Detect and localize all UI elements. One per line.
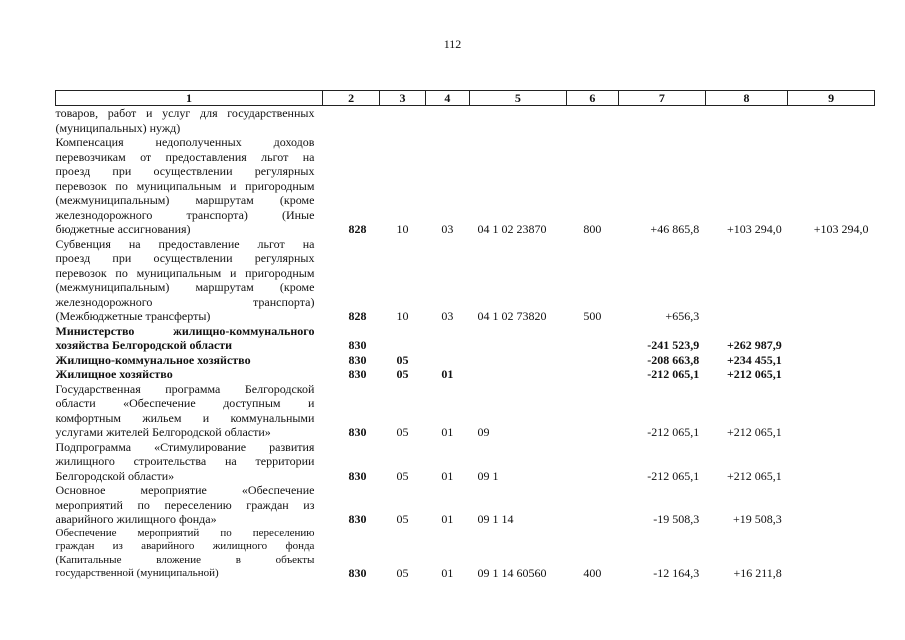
row-description — [56, 483, 323, 527]
description-line: граждан из аварийного жилищного фонда — [55, 540, 315, 552]
description-line: проезд при осуществлении регулярных — [55, 164, 315, 178]
table-row — [56, 440, 875, 484]
target-article-cell: 09 1 14 60560 — [477, 566, 547, 580]
amount-col9-cell — [788, 237, 875, 324]
expense-type-cell: 500 — [583, 309, 602, 323]
table-row — [56, 324, 875, 353]
row-description — [56, 367, 323, 382]
description-line: перевозок по муниципальным и пригородным — [55, 178, 315, 193]
ministry-code-cell: 830 — [348, 512, 367, 526]
row-description — [56, 324, 323, 353]
description-line: железнодорожного транспорта) (Иные — [55, 207, 315, 222]
subsection-code-cell: 01 — [441, 512, 454, 526]
target-article-cell — [470, 324, 567, 353]
amount-col8-cell: +234 455,1 — [726, 352, 782, 367]
description-line: перевозчикам от предоставления льгот на — [55, 149, 315, 164]
description-line: области «Обеспечение доступным и — [55, 396, 315, 410]
subsection-code-cell — [425, 106, 469, 136]
section-code-cell: 05 — [396, 512, 409, 526]
amount-col7-cell: -212 065,1 — [647, 367, 700, 381]
amount-col9-cell — [788, 440, 875, 484]
column-header-7: 7 — [619, 91, 706, 106]
description-line: мероприятий по переселению граждан из — [55, 497, 315, 512]
amount-col9-cell — [788, 353, 875, 368]
row-description — [56, 440, 323, 484]
description-line: Белгородской области» — [55, 468, 175, 483]
amount-col8-cell: +212 065,1 — [726, 367, 782, 381]
table-row — [56, 106, 875, 136]
amount-col9-cell — [788, 324, 875, 353]
amount-col7-cell: -208 663,8 — [647, 352, 700, 367]
expense-type-cell — [566, 324, 618, 353]
description-line: хозяйства Белгородской области — [55, 338, 233, 352]
subsection-code-cell: 01 — [441, 425, 454, 439]
description-line: (межмуниципальным) маршрутам (кроме — [55, 280, 315, 294]
table-body — [56, 106, 875, 581]
column-header-3: 3 — [380, 91, 425, 106]
expense-type-cell — [566, 382, 618, 440]
table-row — [56, 527, 875, 581]
expense-type-cell: 400 — [583, 566, 602, 580]
description-line: (межмуниципальным) маршрутам (кроме — [55, 193, 315, 207]
section-code-cell: 05 — [396, 425, 409, 439]
expense-type-cell — [566, 483, 618, 527]
target-article-cell — [470, 367, 567, 382]
column-header-4: 4 — [425, 91, 469, 106]
ministry-code-cell: 830 — [348, 352, 367, 367]
subsection-code-cell: 03 — [441, 309, 454, 323]
ministry-code-cell — [322, 106, 379, 136]
amount-col9-cell — [788, 382, 875, 440]
amount-col7-cell: -241 523,9 — [647, 338, 700, 352]
amount-col7-cell — [619, 106, 706, 136]
column-header-8: 8 — [705, 91, 788, 106]
table-row — [56, 483, 875, 527]
amount-col7-cell: +46 865,8 — [650, 222, 700, 236]
section-code-cell — [380, 324, 425, 353]
ministry-code-cell: 830 — [348, 367, 367, 381]
row-description — [56, 106, 323, 136]
description-line: Государственная программа Белгородской — [55, 381, 315, 396]
description-line: Жилищно-коммунальное хозяйство — [55, 352, 251, 367]
description-line: услугами жителей Белгородской области» — [55, 425, 271, 439]
ministry-code-cell: 828 — [348, 222, 367, 236]
column-header-6: 6 — [566, 91, 618, 106]
description-line: жилищного строительства на территории — [55, 454, 315, 468]
description-line: государственной (муниципальной) — [55, 567, 219, 579]
target-article-cell: 09 1 — [477, 468, 499, 483]
expense-type-cell — [566, 353, 618, 368]
amount-col7-cell: -19 508,3 — [653, 512, 700, 526]
description-line: железнодорожного транспорта) — [55, 294, 315, 309]
amount-col8-cell — [705, 237, 788, 324]
row-description — [56, 353, 323, 368]
row-description — [56, 237, 323, 324]
amount-col8-cell — [705, 106, 788, 136]
column-header-5: 5 — [470, 91, 567, 106]
section-code-cell: 05 — [396, 468, 409, 483]
description-line: Компенсация недополученных доходов — [55, 135, 315, 149]
subsection-code-cell — [425, 324, 469, 353]
table-row — [56, 135, 875, 237]
ministry-code-cell: 830 — [348, 425, 367, 439]
amount-col9-cell — [788, 483, 875, 527]
amount-col8-cell: +212 065,1 — [727, 468, 782, 483]
description-line: бюджетные ассигнования) — [55, 222, 191, 236]
subsection-code-cell: 01 — [441, 468, 454, 483]
ministry-code-cell: 830 — [348, 468, 367, 483]
section-code-cell: 05 — [396, 352, 409, 367]
page-number: 112 — [443, 37, 462, 51]
description-line: Обеспечение мероприятий по переселению — [55, 526, 315, 539]
target-article-cell — [470, 353, 567, 368]
description-line: Министерство жилищно-коммунального — [55, 323, 315, 338]
amount-col8-cell: +19 508,3 — [733, 512, 782, 526]
description-line: (муниципальных) нужд) — [55, 120, 181, 135]
amount-col7-cell: -12 164,3 — [653, 566, 700, 580]
subsection-code-cell: 01 — [441, 367, 454, 381]
description-line: (Межбюджетные трансферты) — [55, 309, 211, 323]
table-row — [56, 367, 875, 382]
amount-col7-cell: -212 065,1 — [647, 468, 700, 483]
description-line: (Капитальные вложение в объекты — [55, 553, 315, 566]
amount-col9-cell: +103 294,0 — [813, 222, 869, 236]
expense-type-cell: 800 — [583, 222, 602, 236]
table-row — [56, 237, 875, 324]
section-code-cell: 10 — [396, 309, 409, 323]
section-code-cell — [380, 106, 425, 136]
amount-col8-cell: +262 987,9 — [726, 338, 782, 352]
target-article-cell: 04 1 02 23870 — [477, 222, 547, 236]
amount-col8-cell: +212 065,1 — [727, 425, 782, 439]
description-line: проезд при осуществлении регулярных — [55, 251, 315, 265]
description-line: аварийного жилищного фонда» — [55, 512, 217, 526]
amount-col8-cell: +103 294,0 — [727, 222, 782, 236]
row-description — [56, 135, 323, 237]
description-line: комфортным жильем и коммунальными — [55, 410, 315, 425]
ministry-code-cell: 830 — [348, 566, 367, 580]
column-header-2: 2 — [322, 91, 379, 106]
budget-table — [55, 90, 875, 581]
target-article-cell: 09 1 14 — [477, 512, 514, 526]
amount-col7-cell: +656,3 — [665, 309, 700, 323]
description-line: Жилищное хозяйство — [55, 367, 173, 381]
amount-col7-cell: -212 065,1 — [647, 425, 700, 439]
amount-col8-cell: +16 211,8 — [733, 566, 782, 580]
expense-type-cell — [566, 367, 618, 382]
description-line: Субвенция на предоставление льгот на — [55, 236, 315, 251]
column-header-9: 9 — [788, 91, 875, 106]
description-line: товаров, работ и услуг для государственных — [55, 106, 315, 120]
description-line: Основное мероприятие «Обеспечение — [55, 483, 315, 497]
amount-col9-cell — [788, 367, 875, 382]
column-header-1: 1 — [56, 91, 323, 106]
row-description — [56, 527, 323, 581]
table-header-row — [56, 91, 875, 106]
expense-type-cell — [566, 440, 618, 484]
section-code-cell: 05 — [396, 367, 409, 381]
ministry-code-cell: 828 — [348, 309, 367, 323]
description-line: перевозок по муниципальным и пригородным — [55, 265, 315, 280]
expense-type-cell — [566, 106, 618, 136]
description-line: Подпрограмма «Стимулирование развития — [55, 439, 315, 454]
subsection-code-cell — [425, 353, 469, 368]
subsection-code-cell: 01 — [441, 566, 454, 580]
target-article-cell: 04 1 02 73820 — [477, 309, 547, 323]
ministry-code-cell: 830 — [348, 338, 367, 352]
target-article-cell: 09 — [477, 425, 490, 439]
subsection-code-cell: 03 — [441, 222, 454, 236]
table-row — [56, 382, 875, 440]
target-article-cell — [470, 106, 567, 136]
row-description — [56, 382, 323, 440]
amount-col9-cell — [788, 527, 875, 581]
amount-col9-cell — [788, 106, 875, 136]
section-code-cell: 10 — [396, 222, 409, 236]
table-row — [56, 353, 875, 368]
section-code-cell: 05 — [396, 566, 409, 580]
